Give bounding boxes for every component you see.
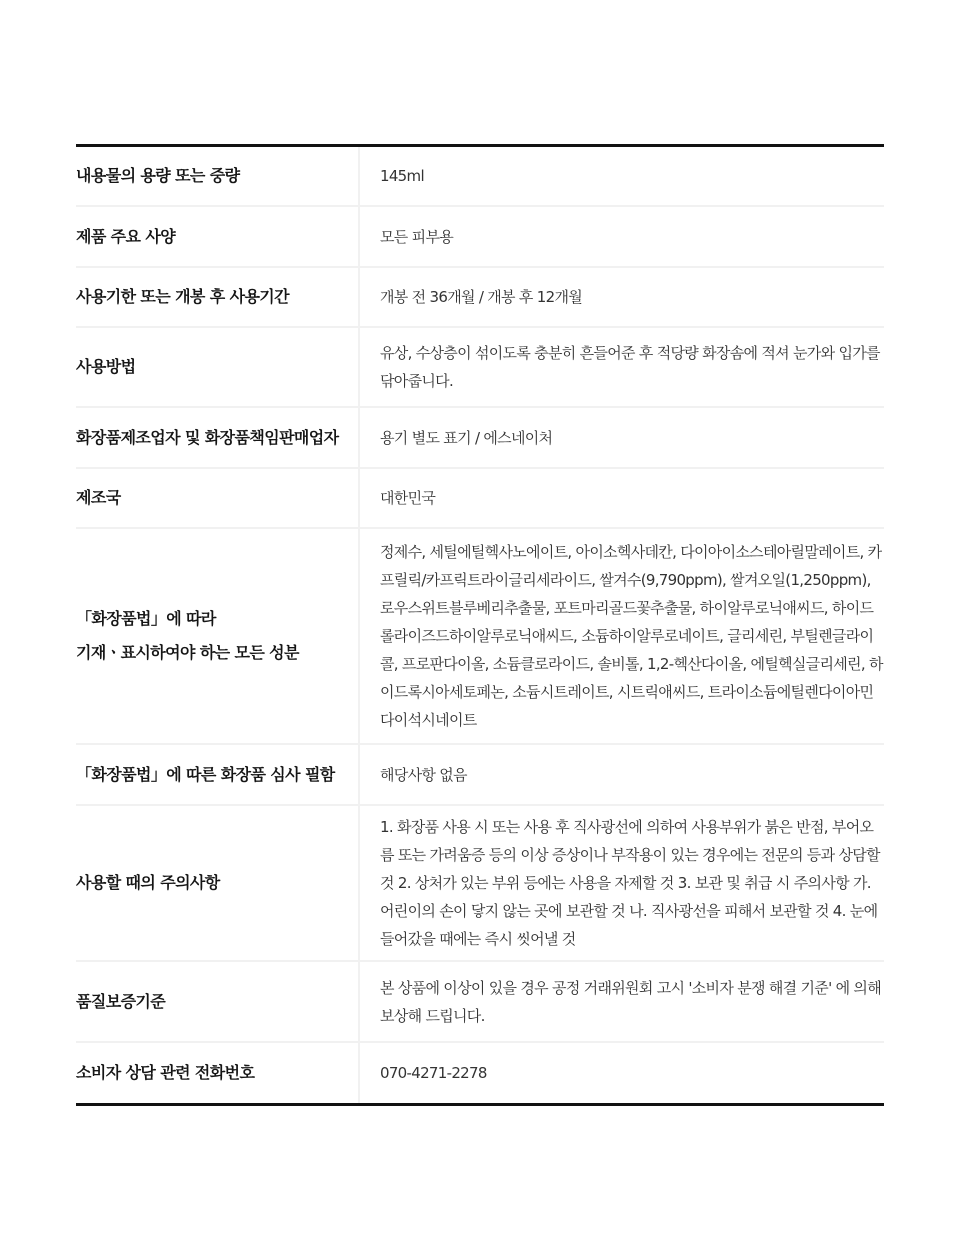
row-label: 소비자 상담 관련 전화번호 [76, 1043, 360, 1103]
row-value [360, 207, 884, 266]
table-row-country [76, 469, 884, 529]
row-value-text: 개봉 전 36개월 / 개봉 후 12개월 [380, 288, 583, 306]
row-label: 화장품제조업자 및 화장품책임판매업자 [76, 408, 360, 467]
row-value-text: 070-4271-2278 [380, 1064, 487, 1082]
row-value [360, 529, 884, 743]
row-label: 품질보증기준 [76, 962, 360, 1041]
table-row-usage [76, 328, 884, 408]
row-label: 내용물의 용량 또는 중량 [76, 147, 360, 205]
table-row-expiry [76, 268, 884, 328]
row-value [360, 469, 884, 527]
row-value [360, 745, 884, 804]
row-label: 사용할 때의 주의사항 [76, 806, 360, 960]
row-label: 「화장품법」에 따라 기재ㆍ표시하여야 하는 모든 성분 [76, 529, 360, 743]
row-value-text: 1. 화장품 사용 시 또는 사용 후 직사광선에 의하여 사용부위가 붉은 반점, 부어오름 또는 가려움증 등의 이상 증상이나 부작용이 있는 경우에는 전문의 등과 상담할 것 2. 상처가 있는 부위 등에는 사용을 자제할 것 3. 보관 및 취급 시 주의사항 가. 어린이의 손이 닿지 않는 곳에 보관할 것 나. 직사광선을 피해서 보관할 것 4. 눈에 들어갔을 때에는 즉시 씻어낼 것 [380, 818, 880, 948]
row-label: 「화장품법」에 따른 화장품 심사 필함 [76, 745, 360, 804]
row-value [360, 328, 884, 406]
row-value-text: 유상, 수상층이 섞이도록 충분히 흔들어준 후 적당량 화장솜에 적셔 눈가와 입가를 닦아줍니다. [380, 344, 880, 390]
table-row-spec [76, 207, 884, 268]
table-row-cautions [76, 806, 884, 962]
row-value-text: 용기 별도 표기 / 에스네이처 [380, 428, 553, 447]
row-label: 제품 주요 사양 [76, 207, 360, 266]
row-value [360, 147, 884, 205]
row-value [360, 408, 884, 467]
row-value-text: 대한민국 [380, 489, 436, 507]
row-value [360, 806, 884, 960]
row-value [360, 962, 884, 1041]
row-value-text: 해당사항 없음 [380, 765, 467, 784]
table-row-review [76, 745, 884, 806]
row-label: 사용기한 또는 개봉 후 사용기간 [76, 268, 360, 326]
row-value-text: 본 상품에 이상이 있을 경우 공정 거래위원회 고시 '소비자 분쟁 해결 기준' 에 의해 보상해 드립니다. [380, 978, 882, 1025]
table-row-manufacturer [76, 408, 884, 469]
row-value [360, 1043, 884, 1103]
table-row-phone [76, 1043, 884, 1103]
row-value-text: 정제수, 세틸에틸헥사노에이트, 아이소헥사데칸, 다이아이소스테아릴말레이트, 카프릴릭/카프릭트라이글리세라이드, 쌀겨수(9,790ppm), 쌀겨오일(1,250ppm), 로우스위트블루베리추출물, 포트마리골드꽃추출물, 하이알루로닉애씨드, 하이드롤라이즈드하이알루로닉애씨드, 소듐하이알루로네이트, 글리세린, 부틸렌글라이콜, 프로판다이올, 소듐클로라이드, 솔비톨, 1,2-헥산다이올, 에틸헥실글리세린, 하이드록시아세토페논, 소듐시트레이트, 시트릭애씨드, 트라이소듐에틸렌다이아민다이석시네이트 [380, 543, 883, 729]
table-row-volume [76, 147, 884, 207]
row-label: 사용방법 [76, 328, 360, 406]
product-info-table [76, 144, 884, 1106]
table-row-ingredients [76, 529, 884, 745]
row-value [360, 268, 884, 326]
row-label: 제조국 [76, 469, 360, 527]
row-value-text: 145ml [380, 167, 424, 185]
row-value-text: 모든 피부용 [380, 227, 454, 246]
table-row-quality [76, 962, 884, 1043]
